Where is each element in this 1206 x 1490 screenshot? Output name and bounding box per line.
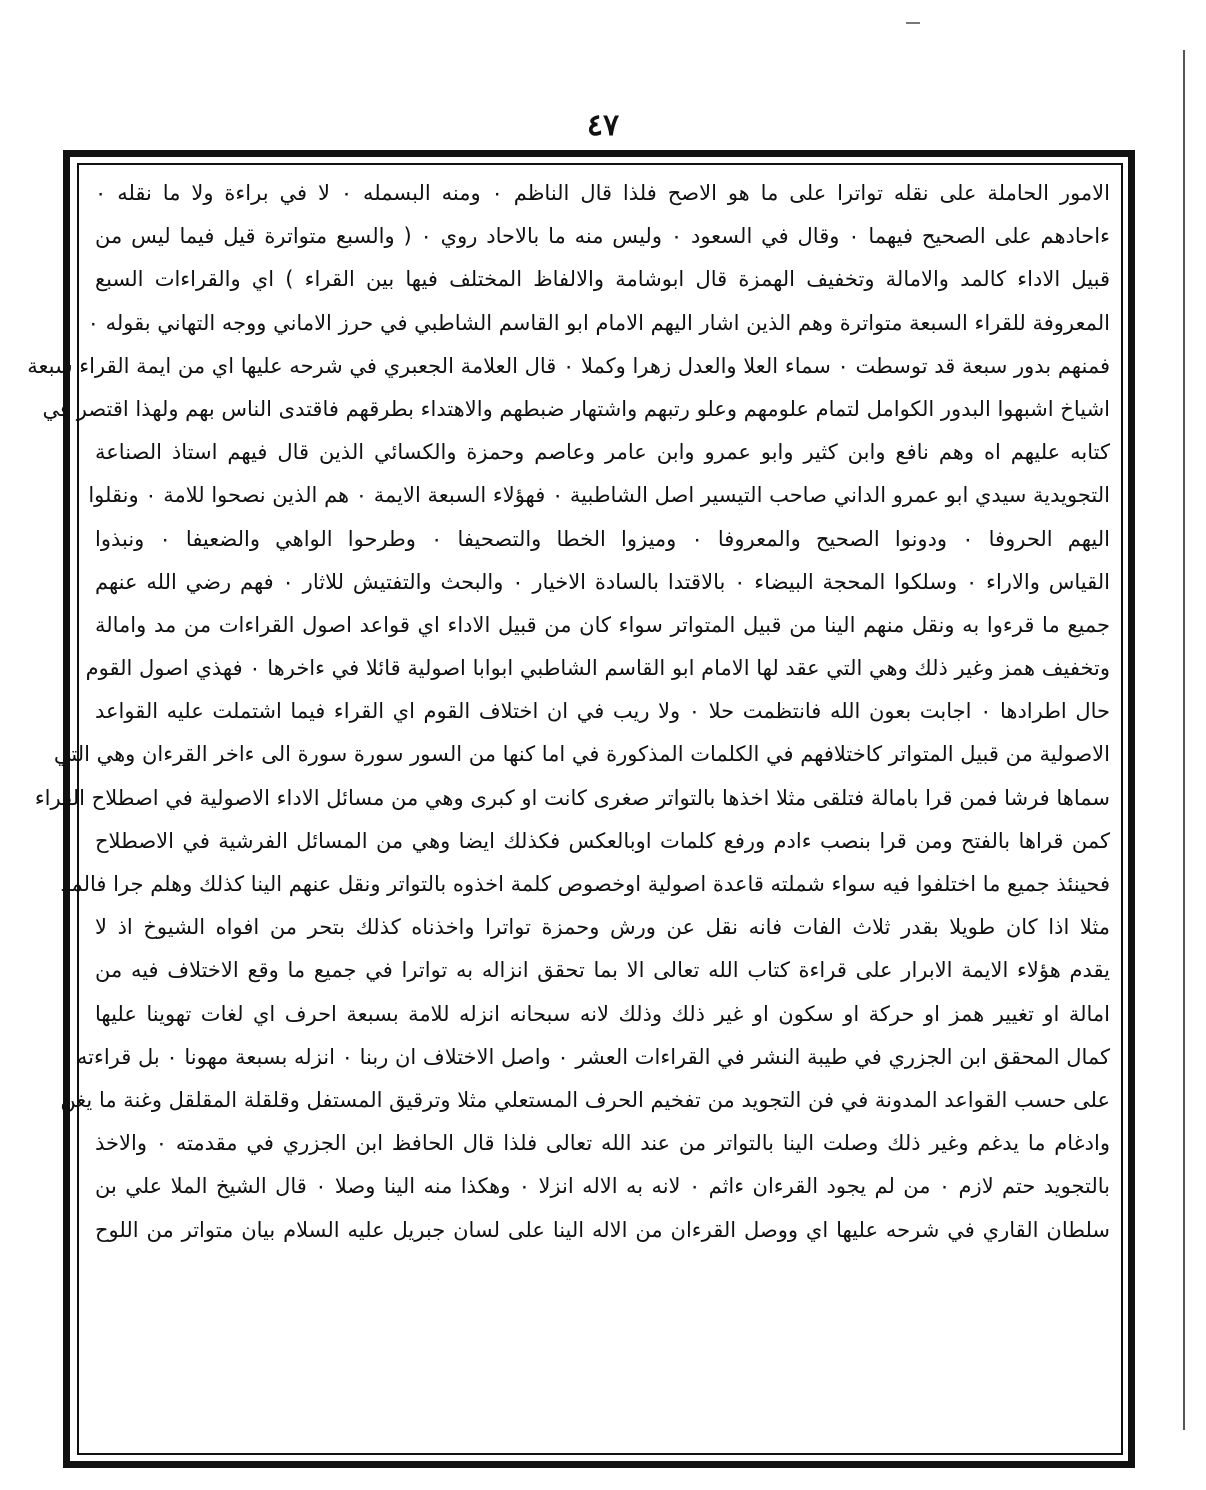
text-line: كتابه عليهم اه وهم نافع وابن كثير وابو عمرو وابن عامر وعاصم وحمزة والكسائي الذين قال فيهم استاذ الصناعة <box>95 440 1110 465</box>
text-line: المعروفة للقراء السبعة متواترة وهم الذين اشار اليهم الامام ابو القاسم الشاطبي في حرز الاماني ووجه التهاني بقوله ٠ <box>87 310 1110 335</box>
text-line: بالتجويد حتم لازم ٠ من لم يجود القرءان ءاثم ٠ لانه به الاله انزلا ٠ وهكذا منه الينا وصلا ٠ قال الشيخ الملا علي بن <box>95 1174 1110 1199</box>
text-line: سماها فرشا فمن قرا بامالة فتلقى مثلا اخذها بالتواتر صغرى كانت او كبرى وهي من مسائل الاداء الاصولية في اصطلاح القراء <box>34 785 1110 810</box>
text-line: يقدم هؤلاء الايمة الابرار على قراءة كتاب الله تعالى الا بما تحقق انزاله به تواترا في جميع ما وقع الاختلاف فيه من <box>95 958 1110 983</box>
text-line: جميع ما قرءوا به ونقل منهم الينا من قبيل المتواتر سواء كان من قبيل الاداء اي قواعد اصول القراءات من مد وامالة <box>95 612 1110 637</box>
text-line: الامور الحاملة على نقله تواترا على ما هو الاصح فلذا قال الناظم ٠ ومنه البسمله ٠ لا في براءة ولا ما نقله ٠ <box>95 181 1110 205</box>
text-line: قبيل الاداء كالمد والامالة وتخفيف الهمزة قال ابوشامة والالفاظ المختلف فيها بين القراء ) اي والقراءات السبع <box>95 267 1110 292</box>
text-line: القياس والاراء ٠ وسلكوا المحجة البيضاء ٠ بالاقتدا بالسادة الاخيار ٠ والبحث والتفتيش للاثار ٠ فهم رضي الله عنهم <box>95 569 1110 594</box>
text-line: التجويدية سيدي ابو عمرو الداني صاحب التيسير اصل الشاطبية ٠ فهؤلاء السبعة الايمة ٠ هم الذين نصحوا للامة ٠ ونقلوا <box>88 483 1110 508</box>
text-line: وادغام ما يدغم وغير ذلك وصلت الينا بالتواتر من عند الله تعالى فلذا قال الحافظ ابن الجزري في مقدمته ٠ والاخذ <box>95 1131 1110 1156</box>
text-line: على حسب القواعد المدونة في فن التجويد من تفخيم الحرف المستعلي مثلا وترقيق المستفل وقلقلة المقلقل وغنة ما يغن <box>60 1087 1110 1112</box>
text-line: سلطان القاري في شرحه عليها اي ووصل القرءان من الاله الينا على لسان جبريل عليه السلام بيان متواتر من اللوح <box>95 1217 1110 1242</box>
text-line: كمن قراها بالفتح ومن قرا بنصب ءادم ورفع كلمات اوبالعكس فكذلك ايضا وهي من المسائل الفرشية في الاصطلاح <box>95 828 1110 853</box>
text-line: كمال المحقق ابن الجزري في طيبة النشر في القراءات العشر ٠ واصل الاختلاف ان ربنا ٠ انزله بسبعة مهونا ٠ بل قراءته <box>76 1044 1110 1069</box>
page-number: ٤٧ <box>586 108 620 143</box>
text-line: اشياخ اشبهوا البدور الكوامل لتمام علومهم وعلو رتبهم واشتهار ضبطهم والاهتداء بطرقهم فاقتدى الناس بهم ولهذا اقتصر في <box>42 396 1110 421</box>
body-text <box>27 172 1110 1452</box>
text-line: مثلا اذا كان طويلا بقدر ثلاث الفات فانه نقل عن ورش وحمزة تواترا واخذناه كذلك بتحر من افواه الشيوخ اذ لا <box>95 915 1110 940</box>
text-line: امالة او تغيير همز او حركة او سكون او غير ذلك وذلك لانه سبحانه انزله للامة بسبعة احرف اي لغات تهوينا عليها <box>95 1001 1110 1026</box>
text-line: فمنهم بدور سبعة قد توسطت ٠ سماء العلا والعدل زهرا وكملا ٠ قال العلامة الجعبري في شرحه عليها اي من ايمة القراء سبعة <box>27 353 1110 378</box>
text-line: الاصولية من قبيل المتواتر كاختلافهم في الكلمات المذكورة في اما كنها من السور سورة سورة الى ءاخر القرءان وهي التي <box>53 742 1110 767</box>
scan-mark-dash <box>906 22 920 24</box>
text-line: اليهم الحروفا ٠ ودونوا الصحيح والمعروفا ٠ وميزوا الخطا والتصحيفا ٠ وطرحوا الواهي والضعيفا ٠ ونبذوا <box>95 526 1110 551</box>
text-line: وتخفيف همز وغير ذلك وهي التي عقد لها الامام ابو القاسم الشاطبي ابوابا اصولية قائلا في ءاخرها ٠ فهذي اصول القوم <box>85 656 1110 681</box>
scan-edge-line <box>1183 50 1189 1430</box>
text-line: ءاحادهم على الصحيح فيهما ٠ وقال في السعود ٠ وليس منه ما بالاحاد روي ٠ ( والسبع متواترة قيل فيما ليس من <box>95 224 1110 249</box>
text-line: فحينئذ جميع ما اختلفوا فيه سواء شملته قاعدة اصولية اوخصوص كلمة اخذوه بالتواتر ونقل عنهم الينا كذلك وهلم جرا فالمد <box>60 872 1110 896</box>
text-line: حال اطرادها ٠ اجابت بعون الله فانتظمت حلا ٠ ولا ريب في ان اختلاف القوم اي القراء فيما اشتملت عليه القواعد <box>95 699 1110 724</box>
